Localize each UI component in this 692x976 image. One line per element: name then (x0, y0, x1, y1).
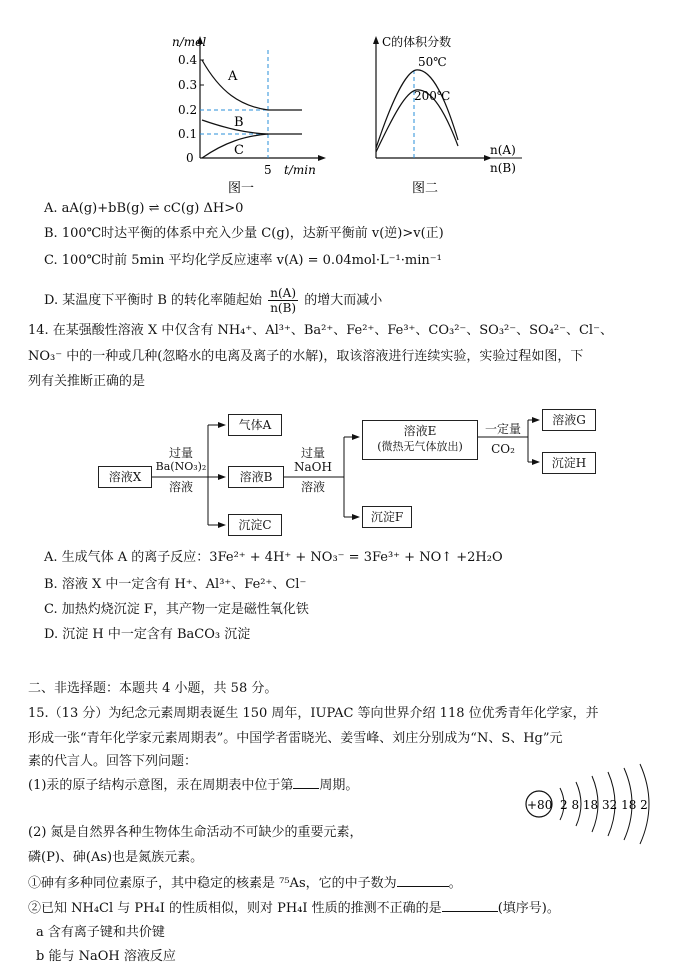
flow-reagent3-top: 一定量 (484, 422, 521, 436)
q15-q2-post: (填序号)。 (497, 901, 560, 916)
flow-sol-e-note: (微热无气体放出) (377, 440, 463, 453)
flow-reagent2-bot: 溶液 (300, 480, 325, 494)
flow-reagent1-bot: 溶液 (168, 480, 193, 494)
fig2-curve-label-50: 50℃ (418, 55, 447, 69)
q14-option-b: B. 溶液 X 中一定含有 H⁺、Al³⁺、Fe²⁺、Cl⁻ (44, 577, 307, 592)
q15-part-2-line2: 磷(P)、砷(As)也是氮族元素。 (28, 850, 204, 865)
flow-sol-e-name: 溶液E (403, 424, 437, 438)
q13-frac-den: n(B) (270, 301, 297, 315)
q15-q1-pre: ①砷有多种同位素原子，其中稳定的核素是 ⁷⁵As，它的中子数为 (28, 876, 397, 891)
fig1-xtick: 5 (264, 163, 272, 177)
fig2-caption: 图二 (412, 181, 439, 196)
flow-reagent2-mid: NaOH (294, 460, 332, 474)
q15-option-a: a 含有离子键和共价键 (36, 925, 165, 940)
section-2-heading: 二、非选择题：本题共 4 小题，共 58 分。 (28, 681, 278, 696)
q13-option-d (44, 286, 382, 315)
q14-option-a: A. 生成气体 A 的离子反应：3Fe²⁺ + 4H⁺ + NO₃⁻ = 3Fe³⁺ + NO↑ +2H₂O (44, 550, 503, 565)
q15-option-b: b 能与 NaOH 溶液反应 (36, 949, 176, 964)
q15-part-2-q2 (28, 899, 560, 918)
q13-option-d-post: 的增大而减小 (304, 293, 383, 308)
q15-part-2-line1: (2) 氮是自然界各种生物体生命活动不可缺少的重要元素， (28, 825, 363, 840)
flow-reagent3-bot: CO₂ (491, 442, 515, 456)
mercury-atom-structure (520, 760, 670, 850)
fig1-ytick: 0.3 (178, 78, 198, 92)
atom-shell-electrons: 2 8 18 32 18 2 (560, 798, 648, 812)
fig2-xlabel-den: n(B) (490, 161, 516, 175)
fig1-curve-label-b: B (234, 115, 244, 130)
fig1-ytick: 0.2 (178, 103, 198, 117)
q14-stem-3: 列有关推断正确的是 (28, 374, 146, 389)
q15-q2-blank[interactable] (442, 899, 498, 912)
q13-option-c: C. 100℃时前 5min 平均化学反应速率 v(A) = 0.04mol·L⁻¹·min⁻¹ (44, 253, 442, 268)
q14-option-d: D. 沉淀 H 中一定含有 BaCO₃ 沉淀 (44, 627, 251, 642)
q13-option-d-pre: D. 某温度下平衡时 B 的转化率随起始 (44, 293, 263, 308)
flow-prec-h: 沉淀H (542, 452, 596, 474)
flow-reagent1-mid: Ba(NO₃)₂ (155, 460, 207, 473)
figure-2-graph (362, 30, 532, 200)
flow-sol-g: 溶液G (542, 409, 596, 431)
fig2-ylabel: C的体积分数 (382, 35, 452, 49)
q15-part-1-blank[interactable] (293, 776, 319, 789)
q15-q2-pre: ②已知 NH₄Cl 与 PH₄I 的性质相似，则对 PH₄I 性质的推测不正确的是 (28, 901, 442, 916)
q15-part-1-post: 周期。 (319, 778, 359, 793)
q15-part-1 (28, 776, 358, 795)
flow-reagent2-top: 过量 (300, 446, 325, 460)
q14-stem-2: NO₃⁻ 中的一种或几种(忽略水的电离及离子的水解)，取该溶液进行连续实验，实验过程如图，下 (28, 349, 584, 364)
fig1-xlabel: t/min (284, 163, 316, 177)
flow-prec-f: 沉淀F (362, 506, 412, 528)
q15-stem-3: 素的代言人。回答下列问题： (28, 754, 198, 769)
fig1-curve-label-c: C (234, 143, 244, 158)
fig1-curve-label-a: A (228, 69, 238, 84)
fig1-ytick: 0.1 (178, 127, 198, 141)
flow-reagent1-top: 过量 (168, 446, 193, 460)
q13-option-b: B. 100℃时达平衡的体系中充入少量 C(g)，达新平衡前 v(逆)>v(正) (44, 226, 444, 241)
flow-prec-c: 沉淀C (228, 514, 282, 536)
fig1-caption: 图一 (228, 181, 255, 196)
q15-part-2-q1 (28, 874, 462, 893)
figure-1-graph (170, 30, 330, 200)
fig1-ytick: 0 (186, 151, 194, 165)
flow-sol-e (362, 420, 478, 460)
flow-sol-b: 溶液B (228, 466, 284, 488)
q14-stem-1: 14. 在某强酸性溶液 X 中仅含有 NH₄⁺、Al³⁺、Ba²⁺、Fe²⁺、Fe³⁺、CO₃²⁻、SO₃²⁻、SO₄²⁻、Cl⁻、 (28, 323, 613, 338)
q13-option-a: A. aA(g)+bB(g) ⇌ cC(g) ΔH>0 (44, 201, 244, 216)
q15-q1-post: 。 (448, 876, 462, 891)
atom-nucleus-charge: +80 (527, 798, 553, 812)
fig2-xlabel-num: n(A) (490, 143, 516, 157)
q14-option-c: C. 加热灼烧沉淀 F，其产物一定是磁性氧化铁 (44, 602, 309, 617)
flow-sol-x: 溶液X (98, 466, 152, 488)
q15-stem-1: 15.（13 分）为纪念元素周期表诞生 150 周年，IUPAC 等向世界介绍 118 位优秀青年化学家，并 (28, 706, 599, 721)
fig1-ytick: 0.4 (178, 53, 198, 67)
q15-stem-2: 形成一张“青年化学家元素周期表”。中国学者雷晓光、姜雪峰、刘庄分别成为“N、S、Hg”元 (28, 731, 563, 746)
q13-frac-num: n(A) (268, 286, 298, 301)
fig1-ylabel: n/mol (172, 35, 207, 49)
q15-part-1-pre: (1)汞的原子结构示意图，汞在周期表中位于第 (28, 778, 294, 793)
flow-gas-a: 气体A (228, 414, 282, 436)
fig2-curve-label-200: 200℃ (414, 89, 451, 103)
q15-q1-blank[interactable] (397, 874, 449, 887)
